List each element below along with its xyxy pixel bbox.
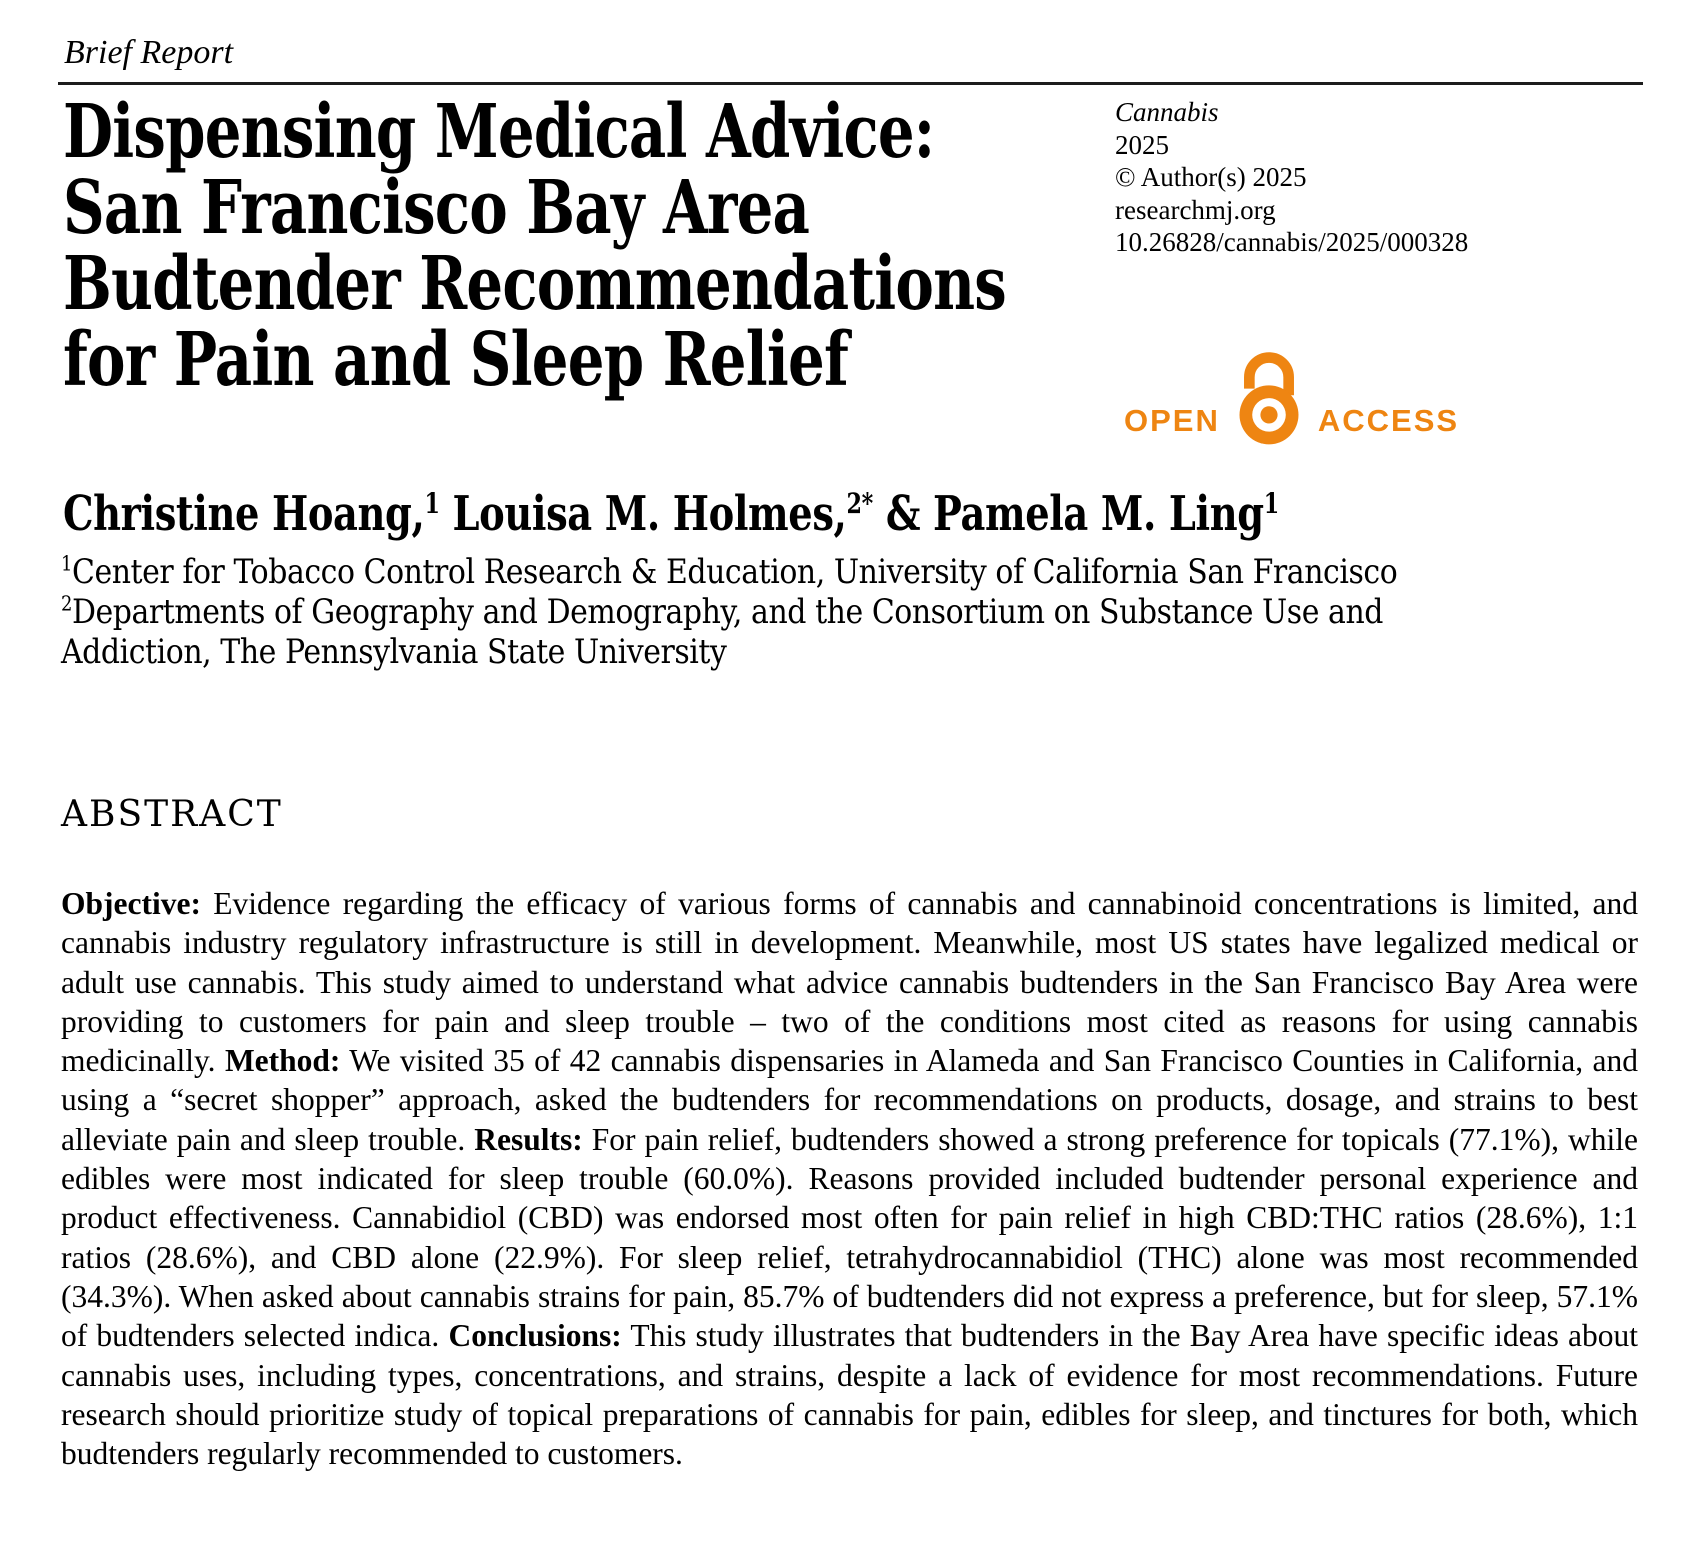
open-access-access-label: ACCESS bbox=[1317, 403, 1460, 438]
journal-year: 2025 bbox=[1115, 129, 1169, 160]
journal-website: researchmj.org bbox=[1115, 194, 1276, 225]
author-3-superscript: 1 bbox=[1263, 487, 1279, 520]
affiliation-2 bbox=[61, 592, 1511, 672]
author-2 bbox=[440, 486, 873, 542]
abstract-heading: ABSTRACT bbox=[61, 794, 283, 835]
affiliations bbox=[61, 552, 1511, 672]
author-1-name: Christine Hoang, bbox=[63, 486, 425, 542]
affiliation-1 bbox=[61, 552, 1511, 592]
author-3-name: & Pamela M. Ling bbox=[872, 486, 1264, 542]
affiliation-2-text: Departments of Geography and Demography, and the Consortium on Substance Use and Addiction, The Pennsylvania State University bbox=[61, 592, 1384, 672]
open-access-open-label: OPEN bbox=[1124, 403, 1220, 438]
author-2-name: Louisa M. Holmes, bbox=[439, 486, 847, 542]
abstract-conclusions-text: This study illustrates that budtenders in the Bay Area have specific ideas about cannabis uses, including types, concentrations, and strains, despite a lack of evidence for most recommendations. Future research should prioritize study of topical preparations of cannabis for pain, edibles for sleep, and tinctures for both, which budtenders regularly recommended to customers. bbox=[61, 1318, 1638, 1472]
title-line-4: for Pain and Sleep Relief bbox=[63, 317, 849, 403]
title-line-2: San Francisco Bay Area bbox=[63, 165, 810, 251]
abstract-conclusions-label: Conclusions: bbox=[448, 1318, 622, 1354]
journal-info bbox=[1115, 96, 1468, 259]
author-3 bbox=[873, 486, 1279, 542]
header-rule bbox=[58, 82, 1643, 85]
open-padlock-icon bbox=[1232, 351, 1306, 446]
abstract-results-text: For pain relief, budtenders showed a strong preference for topicals (77.1%), while edibles were most indicated for sleep trouble (60.0%). Reasons provided included budtender personal experience and product effectiveness. Cannabidiol (CBD) was endorsed most often for pain relief in high CBD:THC ratios (28.6%), 1:1 ratios (28.6%), and CBD alone (22.9%). For sleep relief, tetrahydrocannabidiol (THC) alone was most recommended (34.3%). When asked about cannabis strains for pain, 85.7% of budtenders did not express a preference, but for sleep, 57.1% of budtenders selected indica. bbox=[61, 1121, 1638, 1354]
affiliation-1-text: Center for Tobacco Control Research & Education, University of California San Francisco bbox=[71, 552, 1398, 592]
affiliation-2-superscript: 2 bbox=[61, 591, 72, 616]
title-line-3: Budtender Recommendations bbox=[63, 241, 1007, 327]
author-1-superscript: 1 bbox=[424, 487, 440, 520]
authors-line bbox=[63, 488, 1279, 541]
affiliation-1-superscript: 1 bbox=[61, 551, 72, 576]
journal-doi: 10.26828/cannabis/2025/000328 bbox=[1115, 227, 1469, 257]
author-2-superscript: 2* bbox=[846, 487, 873, 520]
article-title bbox=[63, 89, 1155, 403]
section-kicker: Brief Report bbox=[64, 34, 234, 71]
abstract-objective-label: Objective: bbox=[61, 886, 201, 921]
abstract-objective-text: Evidence regarding the efficacy of various forms of cannabis and cannabinoid concentrations is limited, and cannabis industry regulatory infrastructure is still in development. Meanwhile, most US states have legalized medical or adult use cannabis. This study aimed to understand what advice cannabis budtenders in the San Francisco Bay Area were providing to customers for pain and sleep trouble – two of the conditions most cited as reasons for using cannabis medicinally. bbox=[61, 886, 1638, 1079]
journal-name: Cannabis bbox=[1115, 97, 1219, 127]
journal-copyright: © Author(s) 2025 bbox=[1115, 162, 1307, 192]
open-access-badge bbox=[1124, 346, 1459, 446]
abstract-method-text: We visited 35 of 42 cannabis dispensaries in Alameda and San Francisco Counties in California, and using a “secret shopper” approach, asked the budtenders for recommendations on products, dosage, and strains to best alleviate pain and sleep trouble. bbox=[61, 1043, 1638, 1157]
abstract-results-label: Results: bbox=[474, 1121, 583, 1157]
abstract-method-label: Method: bbox=[224, 1043, 341, 1079]
title-line-1: Dispensing Medical Advice: bbox=[63, 89, 935, 175]
author-1 bbox=[63, 486, 440, 542]
abstract-text bbox=[61, 884, 1638, 1473]
